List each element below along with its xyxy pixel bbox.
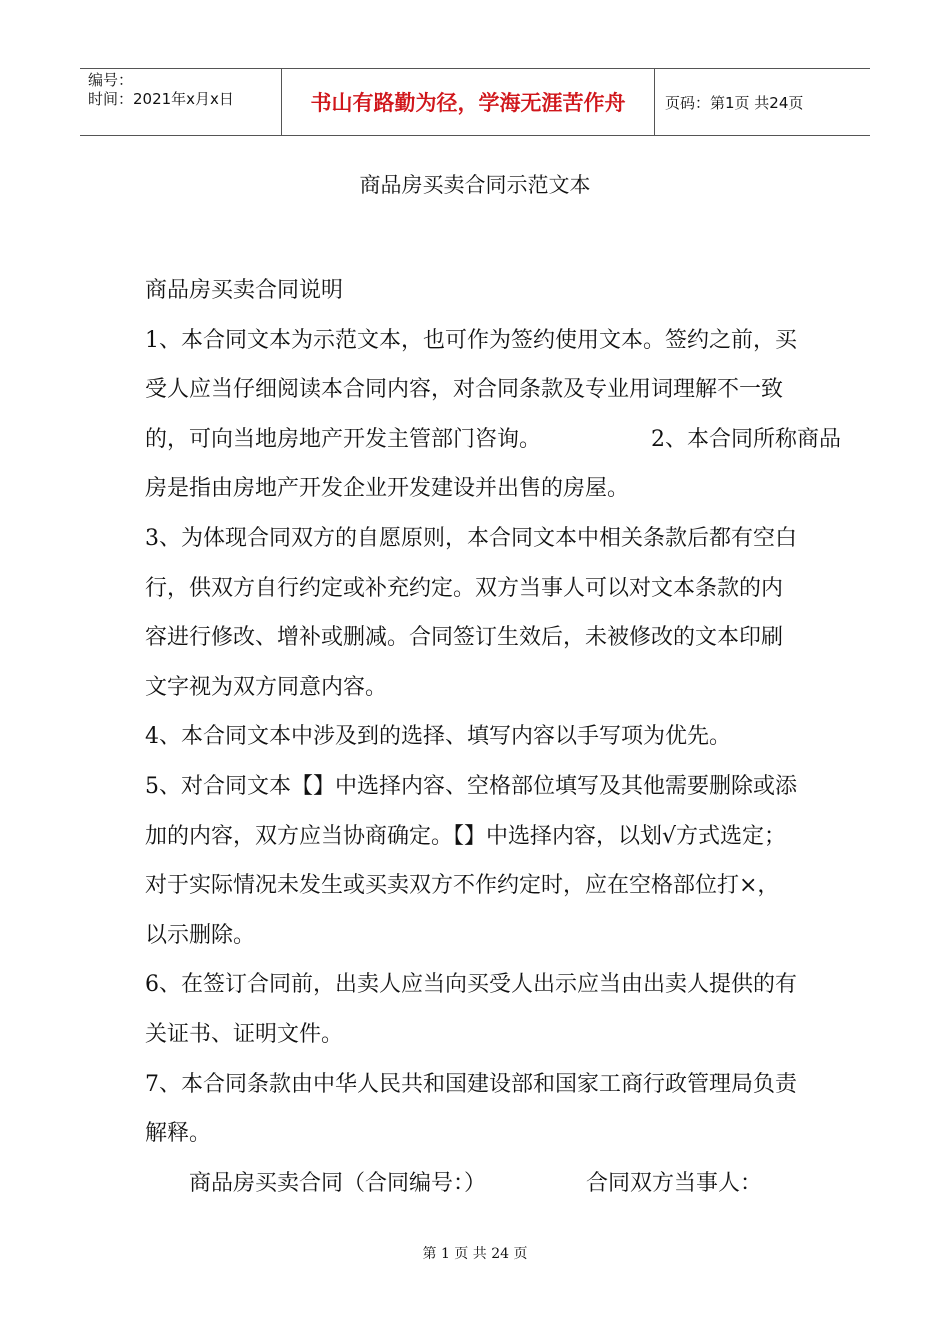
text-line: [145, 415, 842, 465]
text-line: 关证书、证明文件。: [145, 1021, 344, 1047]
document-body: [145, 266, 842, 1208]
text-line: 行，供双方自行约定或补充约定。双方当事人可以对文本条款的内: [145, 575, 784, 601]
text-line: 加的内容，双方应当协商确定。【】中选择内容，以划√方式选定；: [145, 823, 787, 849]
text-segment: 2、本合同所称商品: [651, 426, 842, 452]
text-line: 文字视为双方同意内容。: [145, 674, 388, 700]
header-page-info: 页码：第1页 共24页: [665, 93, 804, 112]
text-line: 容进行修改、增补或删减。合同签订生效后，未被修改的文本印刷: [145, 625, 784, 651]
text-line: 解释。: [145, 1121, 212, 1147]
text-line: 6、在签订合同前，出卖人应当向买受人出示应当由出卖人提供的有: [145, 972, 797, 998]
text-line: 房是指由房地产开发企业开发建设并出售的房屋。: [145, 476, 630, 502]
text-line: 4、本合同文本中涉及到的选择、填写内容以手写项为优先。: [145, 724, 731, 750]
document-time-label: 时间：2021年x月x日: [88, 90, 234, 108]
header-meta: [80, 69, 282, 135]
page-header: [80, 68, 870, 136]
text-line: 7、本合同条款由中华人民共和国建设部和国家工商行政管理局负责: [145, 1071, 797, 1097]
document-number-label: 编号：: [88, 71, 134, 89]
text-line: [145, 1159, 810, 1209]
text-line: 对于实际情况未发生或买卖双方不作约定时，应在空格部位打×，: [145, 873, 780, 899]
contract-number-label: 商品房买卖合同（合同编号：）: [189, 1170, 487, 1196]
header-motto: 书山有路勤为径，学海无涯苦作舟: [282, 69, 655, 135]
text-line: 5、对合同文本【】中选择内容、空格部位填写及其他需要删除或添: [145, 773, 797, 799]
section-heading: 商品房买卖合同说明: [145, 278, 344, 303]
document-title: 商品房买卖合同示范文本: [359, 173, 591, 197]
parties-label: 合同双方当事人：: [586, 1170, 763, 1196]
text-line: 受人应当仔细阅读本合同内容，对合同条款及专业用词理解不一致: [145, 377, 784, 403]
text-line: 以示删除。: [145, 922, 256, 948]
text-segment: 的，可向当地房地产开发主管部门咨询。: [145, 426, 542, 452]
text-line: 1、本合同文本为示范文本，也可作为签约使用文本。签约之前，买: [145, 327, 797, 353]
page-footer: 第 1 页 共 24 页: [422, 1246, 528, 1262]
text-line: 3、为体现合同双方的自愿原则，本合同文本中相关条款后都有空白: [145, 525, 797, 551]
